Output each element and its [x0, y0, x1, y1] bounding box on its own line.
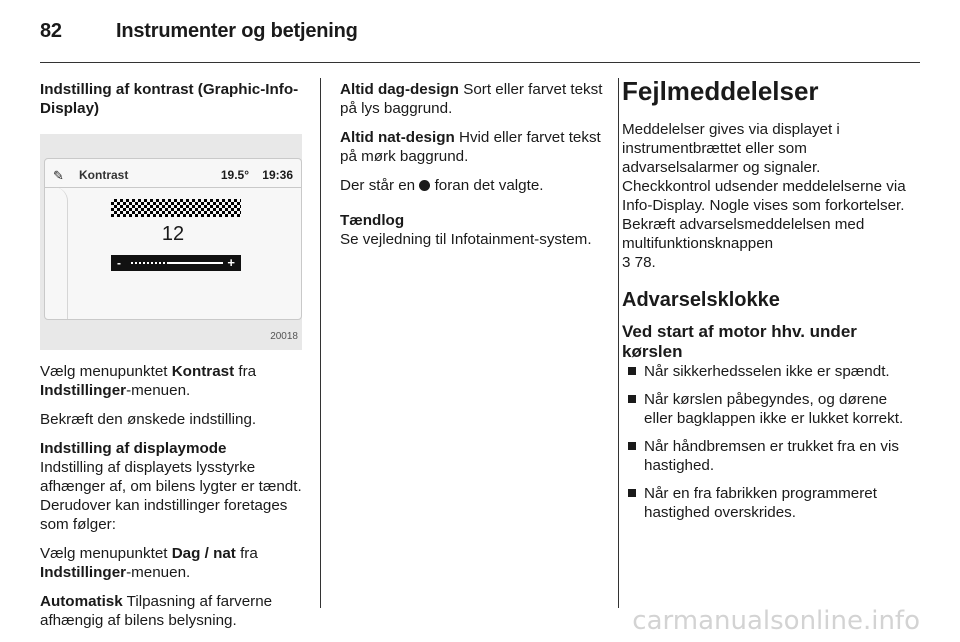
slider-track — [169, 262, 223, 264]
section-heading-displaymode: Indstilling af displaymode — [40, 440, 227, 457]
term-night-design: Altid nat-design — [340, 129, 455, 146]
section-heading-contrast: Indstilling af kontrast (Graphic-Info-Display) — [40, 81, 299, 117]
text: Der står en — [340, 177, 420, 194]
page-number: 82 — [40, 20, 62, 42]
paragraph-select-daynight — [40, 544, 306, 582]
display-time: 19:36 — [262, 168, 293, 182]
watermark: carmanualsonline.info — [632, 606, 920, 636]
display-screen — [44, 158, 302, 320]
bullet-square-icon — [628, 367, 636, 375]
list-item — [622, 437, 908, 475]
menu-indstillinger: Indstillinger — [40, 564, 127, 581]
column-1 — [40, 80, 306, 640]
contrast-value: 12 — [161, 223, 185, 245]
menu-item-dag-nat: Dag / nat — [171, 545, 236, 562]
list-item — [622, 484, 908, 522]
paragraph-brightness: Indstilling af displayets lysstyrke afhænger af, om bilens lygter er tændt. Derudover kan indstillinger foretages som følger: — [40, 459, 302, 533]
page-header — [40, 20, 358, 43]
text: Vælg menupunktet — [40, 363, 172, 380]
text: Tilpasning af farverne afhængig af bilens belysning. — [40, 593, 273, 629]
display-temperature: 19.5° — [220, 168, 249, 182]
text: -menuen. — [126, 564, 191, 581]
display-menu-label: Kontrast — [79, 168, 129, 182]
term-day-design: Altid dag-design — [340, 81, 459, 98]
page-title: Instrumenter og betjening — [116, 20, 358, 42]
column-3 — [622, 76, 908, 531]
text: fra — [235, 545, 258, 562]
paragraph-messages: Meddelelser gives via displayet i instrumentbrættet eller som advarselsalarmer og signaler. Checkkontrol udsender meddelelserne via Info-Display. Nogle vises som forkortelser. Bekræft advarselsmeddelelsen med multifunktionsknappen — [622, 121, 906, 252]
contrast-slider — [111, 255, 241, 271]
bullet-square-icon — [628, 489, 636, 497]
minus-icon: - — [117, 256, 121, 270]
column-divider-2 — [618, 78, 619, 608]
text: Vælg menupunktet — [40, 545, 172, 562]
menu-indstillinger: Indstillinger — [40, 382, 127, 399]
list-item-text: Når en fra fabrikken programmeret hastighed overskrides. — [644, 485, 877, 521]
list-item — [622, 362, 908, 381]
list-item-text: Når sikkerhedsselen ikke er spændt. — [644, 363, 890, 380]
settings-icon: ✎ — [53, 168, 64, 183]
bullet-square-icon — [628, 442, 636, 450]
paragraph-automatisk — [40, 592, 306, 630]
text: foran det valgte. — [430, 177, 544, 194]
display-side-trim — [45, 187, 68, 319]
slider-dotted-track — [129, 262, 169, 264]
list-item — [622, 390, 908, 428]
list-item-text: Når kørslen påbegyndes, og dørene eller bagklappen ikke er lukket korrekt. — [644, 391, 904, 427]
contrast-display-figure — [40, 134, 302, 350]
display-status-bar — [45, 159, 301, 188]
column-2 — [340, 80, 606, 259]
menu-item-kontrast: Kontrast — [171, 363, 235, 380]
paragraph-selected — [340, 176, 606, 195]
text: -menuen. — [126, 382, 191, 399]
column-divider-1 — [320, 78, 321, 608]
subheading-start: Ved start af motor hhv. under kørslen — [622, 322, 857, 361]
heading-advarselsklokke: Advarselsklokke — [622, 289, 780, 311]
paragraph-day-design — [340, 80, 606, 118]
heading-fejlmeddelelser: Fejlmeddelelser — [622, 76, 819, 106]
text: Hvid eller farvet tekst på mørk baggrund. — [340, 129, 601, 165]
figure-number: 20018 — [270, 331, 298, 342]
paragraph-infotainment: Se vejledning til Infotainment-system. — [340, 231, 592, 248]
section-heading-taendlog: Tændlog — [340, 212, 405, 229]
plus-icon: + — [227, 255, 235, 270]
paragraph-night-design — [340, 128, 606, 166]
bullet-square-icon — [628, 395, 636, 403]
paragraph-select-contrast — [40, 362, 306, 400]
contrast-pattern — [111, 199, 241, 217]
warning-list — [622, 362, 908, 522]
term-automatisk: Automatisk — [40, 593, 123, 610]
header-rule — [40, 62, 920, 63]
text: fra — [234, 363, 257, 380]
list-item-text: Når håndbremsen er trukket fra en vis hastighed. — [644, 438, 899, 474]
page-reference: 3 78. — [622, 254, 656, 271]
text: Sort eller farvet tekst på lys baggrund. — [340, 81, 603, 117]
filled-circle-icon — [419, 180, 430, 191]
paragraph-confirm: Bekræft den ønskede indstilling. — [40, 411, 257, 428]
